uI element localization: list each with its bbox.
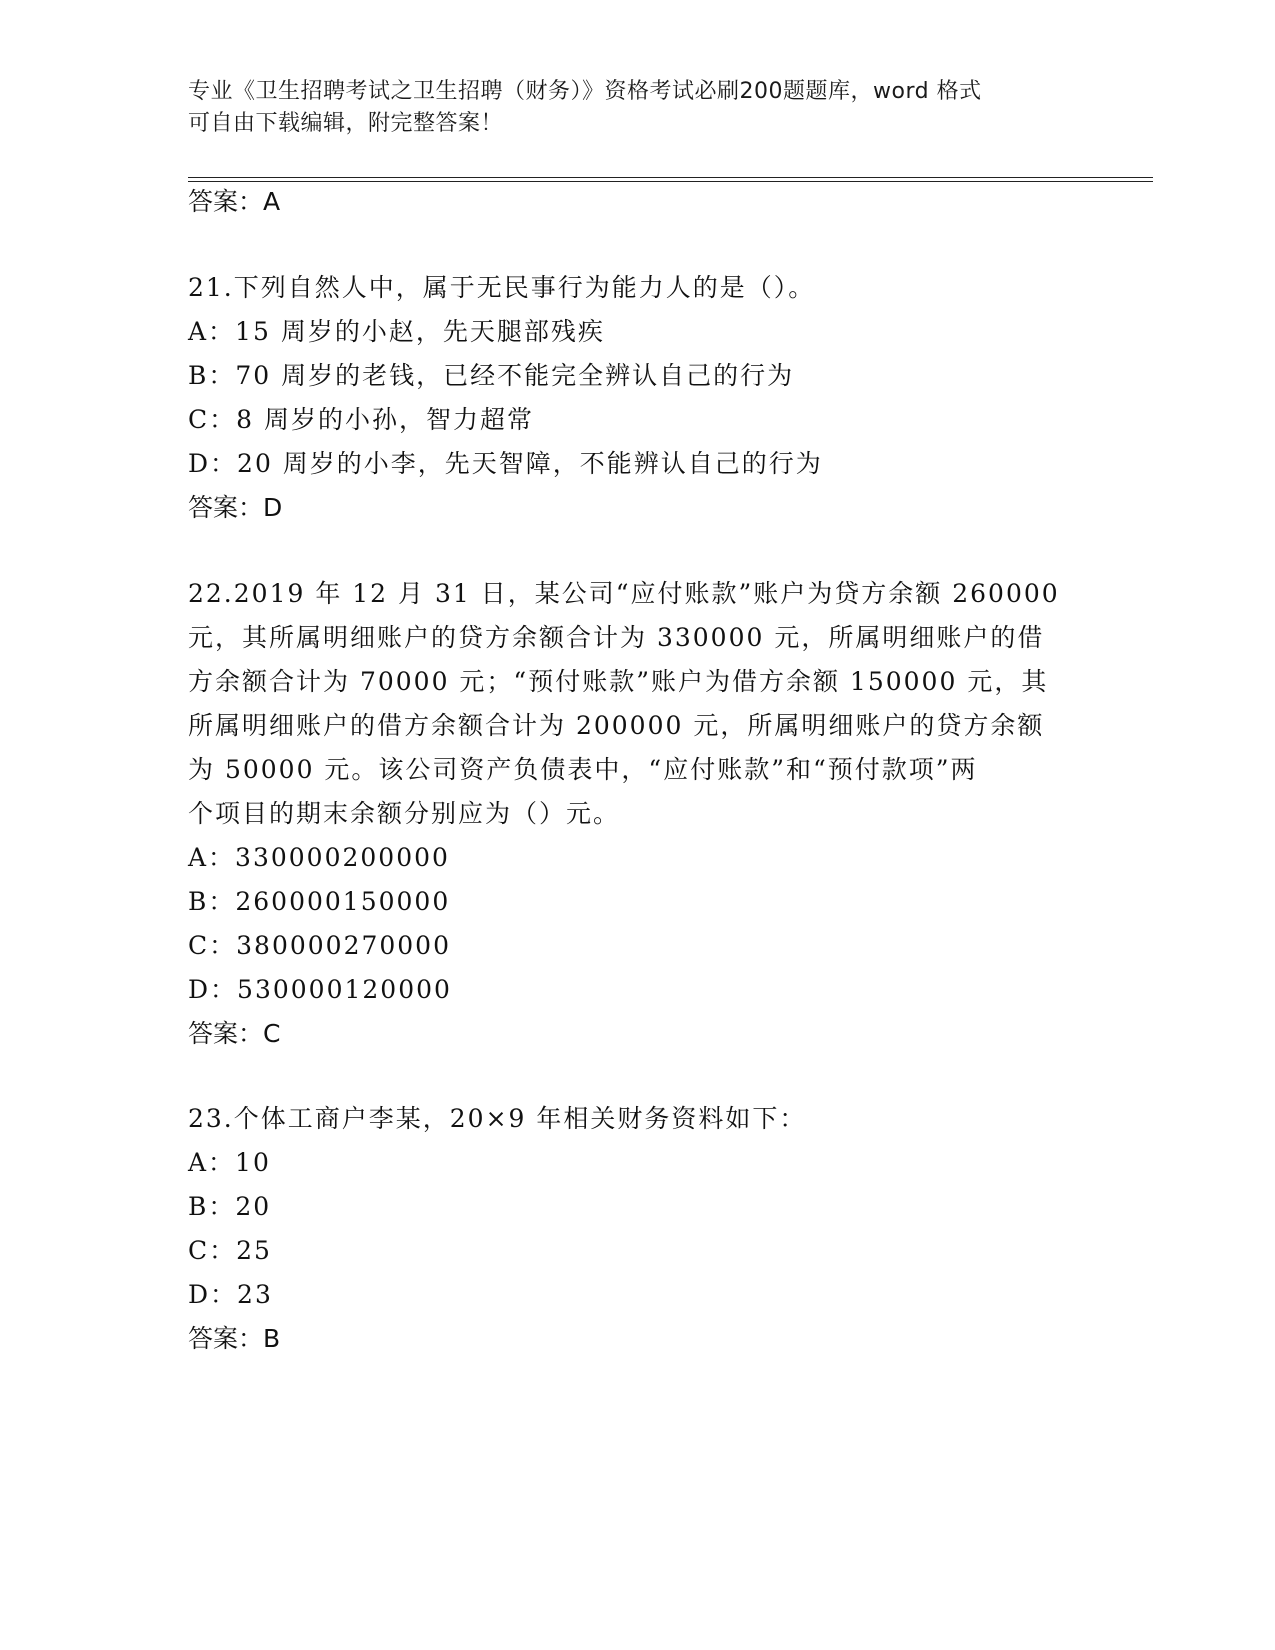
question-23-answer: 答案：B <box>188 1324 281 1353</box>
question-22-option-c: C：380000270000 <box>188 931 451 960</box>
header-divider-bottom <box>188 181 1153 182</box>
question-23-option-a: A：10 <box>188 1148 271 1177</box>
question-22-option-b: B：260000150000 <box>188 887 451 916</box>
question-22-stem-line-3: 方余额合计为 70000 元；“预付账款”账户为借方余额 150000 元，其 <box>188 667 1049 696</box>
question-23-stem: 23.个体工商户李某，20×9 年相关财务资料如下： <box>188 1104 807 1133</box>
header-divider-top <box>188 177 1153 178</box>
question-22-stem-line-2: 元，其所属明细账户的贷方余额合计为 330000 元，所属明细账户的借 <box>188 623 1045 652</box>
question-21-option-d: D：20 周岁的小李，先天智障，不能辨认自己的行为 <box>188 449 823 478</box>
question-21-option-b: B：70 周岁的老钱，已经不能完全辨认自己的行为 <box>188 361 795 390</box>
previous-answer: 答案：A <box>188 187 281 216</box>
header-line-2: 可自由下载编辑，附完整答案！ <box>188 111 504 136</box>
question-21-option-a: A：15 周岁的小赵，先天腿部残疾 <box>188 317 605 346</box>
question-22-stem-line-1: 22.2019 年 12 月 31 日，某公司“应付账款”账户为贷方余额 260000 <box>188 579 1060 608</box>
header-line-1: 专业《卫生招聘考试之卫生招聘（财务）》资格考试必刷200题题库，word 格式 <box>188 79 982 104</box>
question-22-stem-line-5: 为 50000 元。该公司资产负债表中，“应付账款”和“预付款项”两 <box>188 755 978 784</box>
question-23-option-c: C：25 <box>188 1236 272 1265</box>
document-header <box>188 76 1088 140</box>
question-21-answer: 答案：D <box>188 493 283 522</box>
question-22-option-d: D：530000120000 <box>188 975 452 1004</box>
question-22-stem-line-4: 所属明细账户的借方余额合计为 200000 元，所属明细账户的贷方余额 <box>188 711 1045 740</box>
question-23-option-d: D：23 <box>188 1280 273 1309</box>
question-22-option-a: A：330000200000 <box>188 843 450 872</box>
question-22-answer: 答案：C <box>188 1019 281 1048</box>
question-21-stem: 21.下列自然人中，属于无民事行为能力人的是（）。 <box>188 273 816 302</box>
question-21-option-c: C：8 周岁的小孙，智力超常 <box>188 405 534 434</box>
question-23-option-b: B：20 <box>188 1192 272 1221</box>
question-22-stem-line-6: 个项目的期末余额分别应为（）元。 <box>188 799 621 828</box>
